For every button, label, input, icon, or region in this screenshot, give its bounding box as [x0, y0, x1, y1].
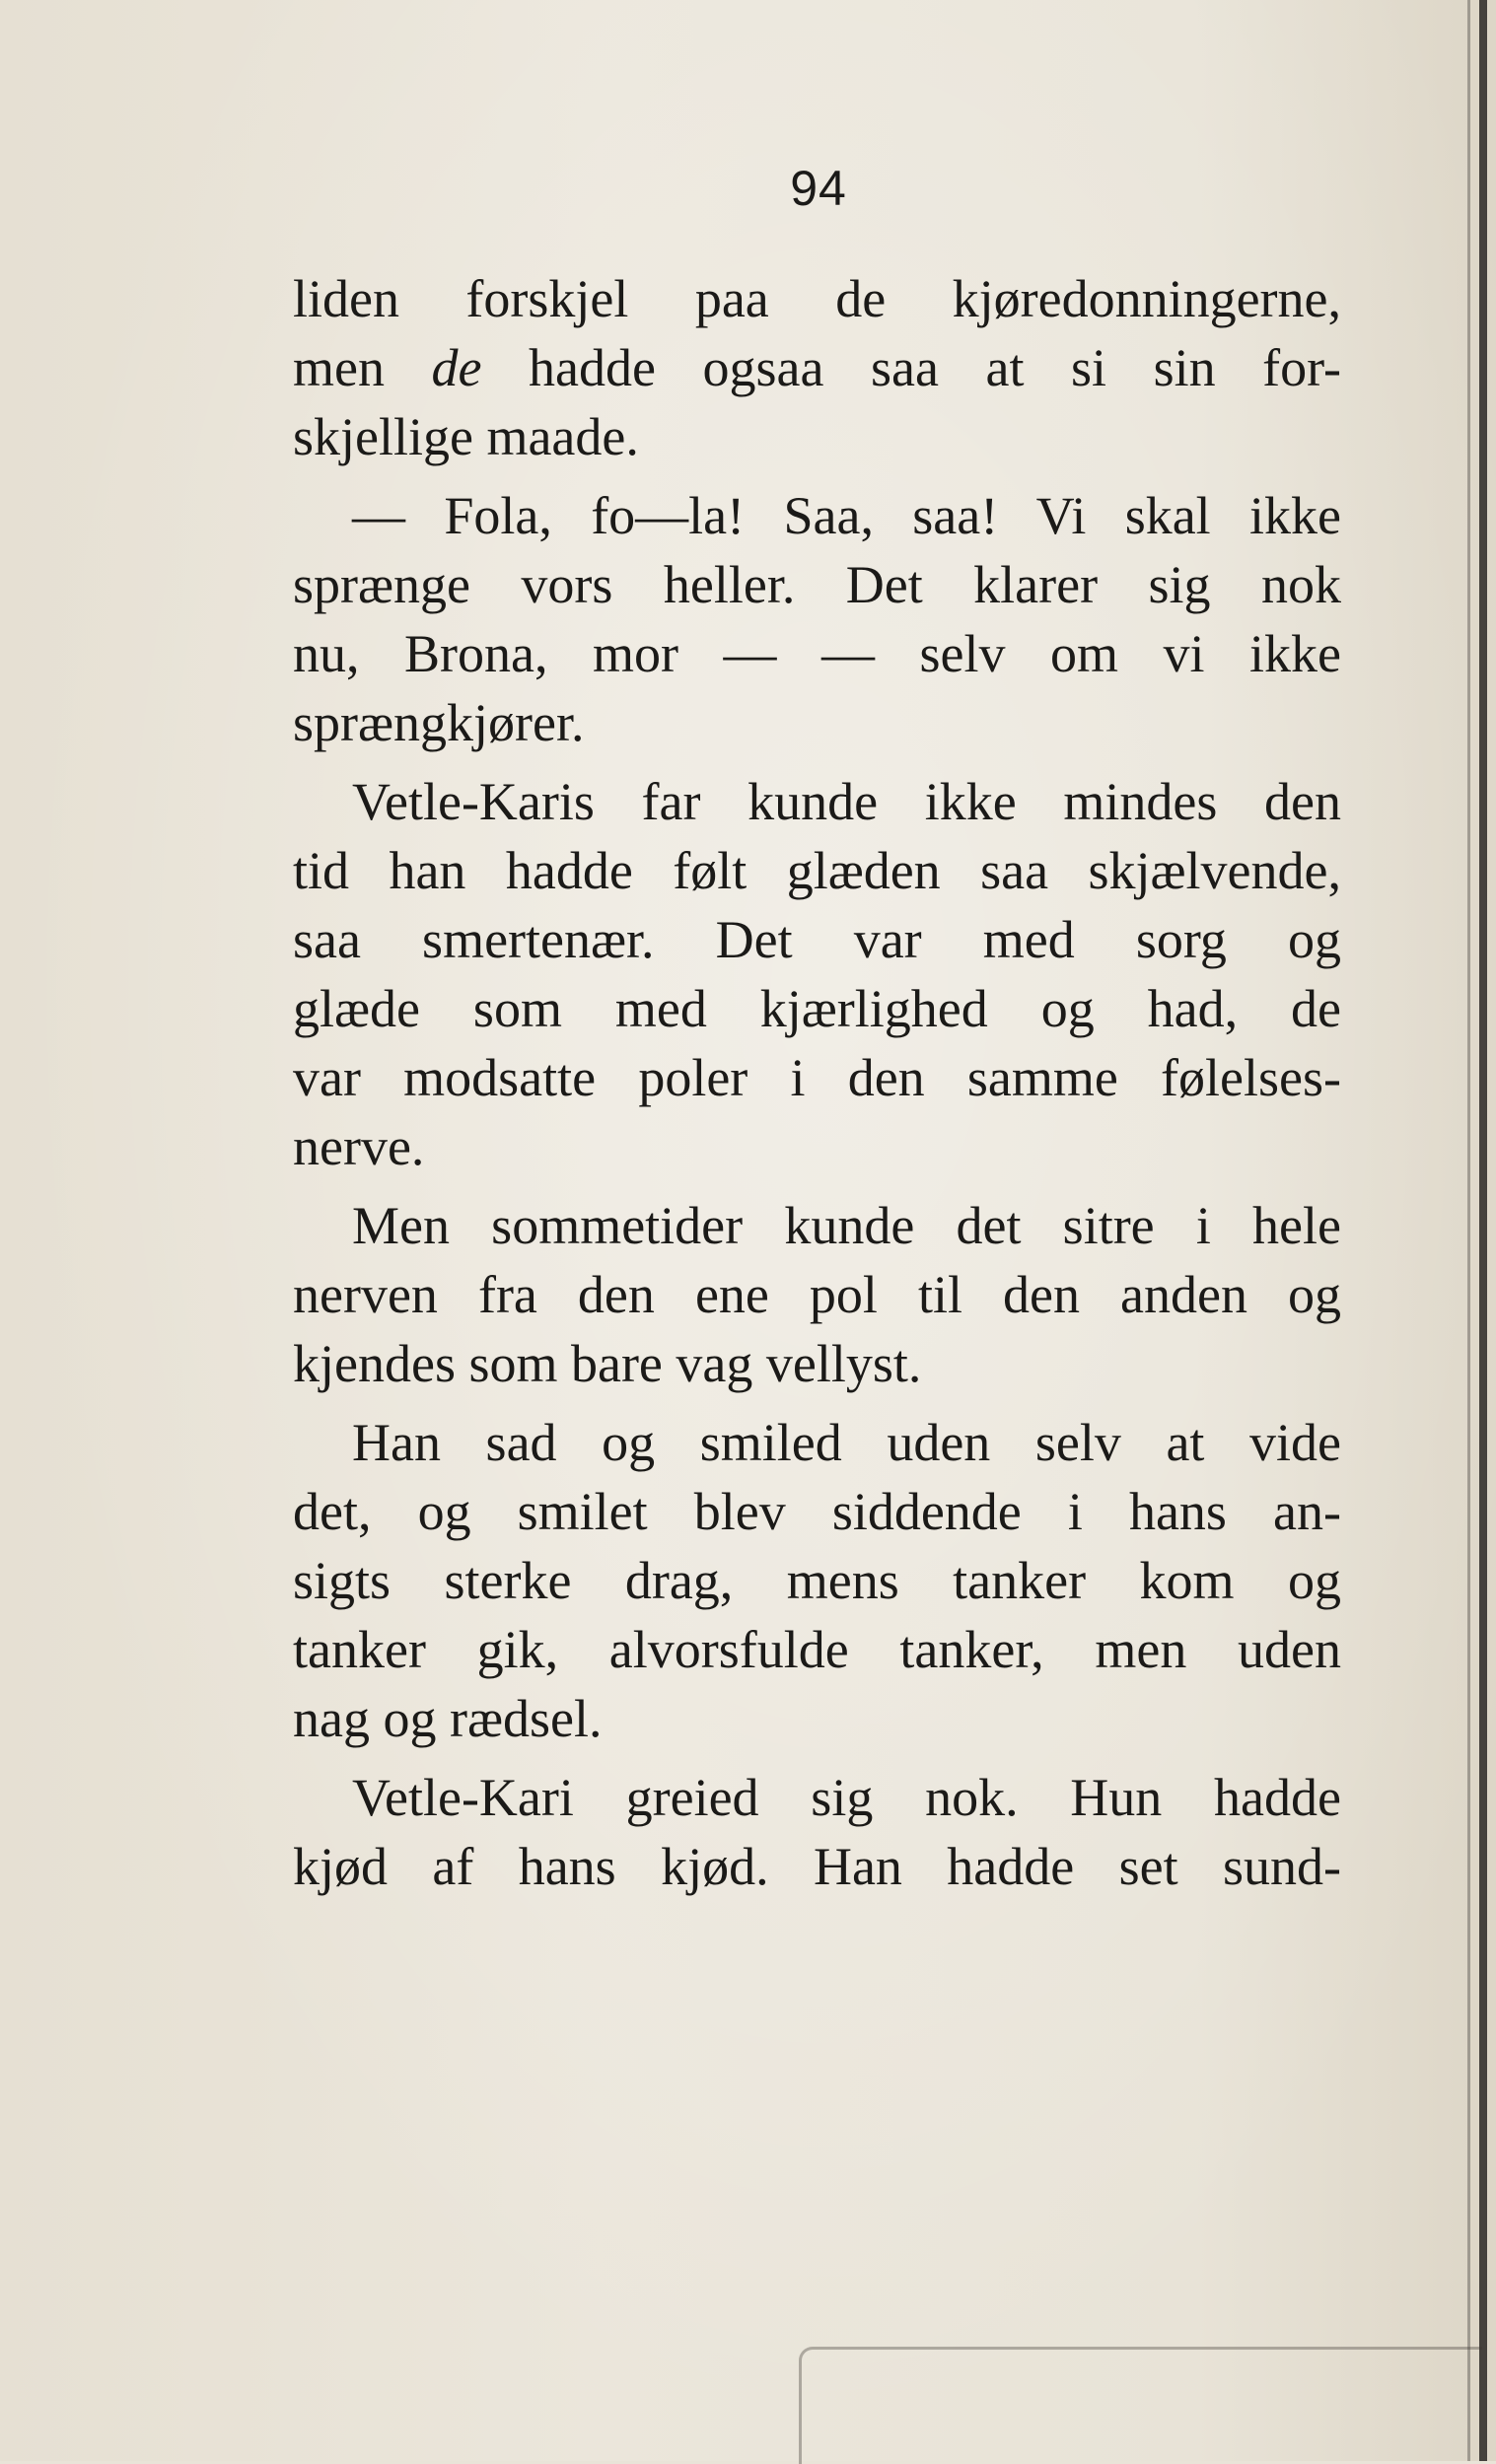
emphasized-word: de — [431, 338, 482, 397]
text-line: kjendes som bare vag vellyst. — [293, 1334, 922, 1393]
paragraph-4 — [293, 1191, 1341, 1398]
text-line: liden forskjel paa de kjøredonningerne, — [293, 269, 1341, 328]
paragraph-1 — [293, 264, 1341, 471]
text-line: nerve. — [293, 1117, 425, 1176]
text-line: sigts sterke drag, mens tanker kom og — [293, 1551, 1341, 1610]
text-line: tid han hadde følt glæden saa skjælvende, — [293, 841, 1341, 900]
text-line: Vetle-Karis far kunde ikke mindes den — [352, 772, 1341, 831]
page-edge — [1479, 0, 1487, 2461]
text-line: — Fola, fo—la! Saa, saa! Vi skal ikke — [352, 486, 1341, 545]
paragraph-6 — [293, 1763, 1341, 1901]
text-line: var modsatte poler i den samme følelses- — [293, 1048, 1341, 1107]
page-corner-fold — [799, 2347, 1482, 2464]
body-text — [293, 264, 1341, 1901]
text-line: nag og rædsel. — [293, 1689, 603, 1748]
text-line: kjød af hans kjød. Han hadde set sund- — [293, 1837, 1341, 1896]
text-line: sprængkjører. — [293, 693, 585, 752]
text-line: Men sommetider kunde det sitre i hele — [352, 1196, 1341, 1255]
paragraph-3 — [293, 767, 1341, 1181]
text-line: skjellige maade. — [293, 407, 639, 466]
text-line: nerven fra den ene pol til den anden og — [293, 1265, 1341, 1324]
text-line: tanker gik, alvorsfulde tanker, men uden — [293, 1620, 1341, 1679]
page-binding-shadow — [1467, 0, 1470, 2461]
text-line: Vetle-Kari greied sig nok. Hun hadde — [352, 1768, 1341, 1827]
text-line: Han sad og smiled uden selv at vide — [352, 1413, 1341, 1472]
paragraph-5 — [293, 1408, 1341, 1753]
text-line: sprænge vors heller. Det klarer sig nok — [293, 555, 1341, 614]
text-line — [293, 333, 1341, 402]
text-line: nu, Brona, mor — — selv om vi ikke — [293, 624, 1341, 683]
paragraph-2 — [293, 481, 1341, 757]
text-fragment: hadde ogsaa saa at si sin for- — [529, 338, 1342, 397]
text-line: saa smertenær. Det var med sorg og — [293, 910, 1341, 969]
text-word: men — [293, 338, 385, 397]
page-number: 94 — [790, 161, 847, 216]
text-line: glæde som med kjærlighed og had, de — [293, 979, 1341, 1038]
text-line: det, og smilet blev siddende i hans an- — [293, 1482, 1341, 1541]
